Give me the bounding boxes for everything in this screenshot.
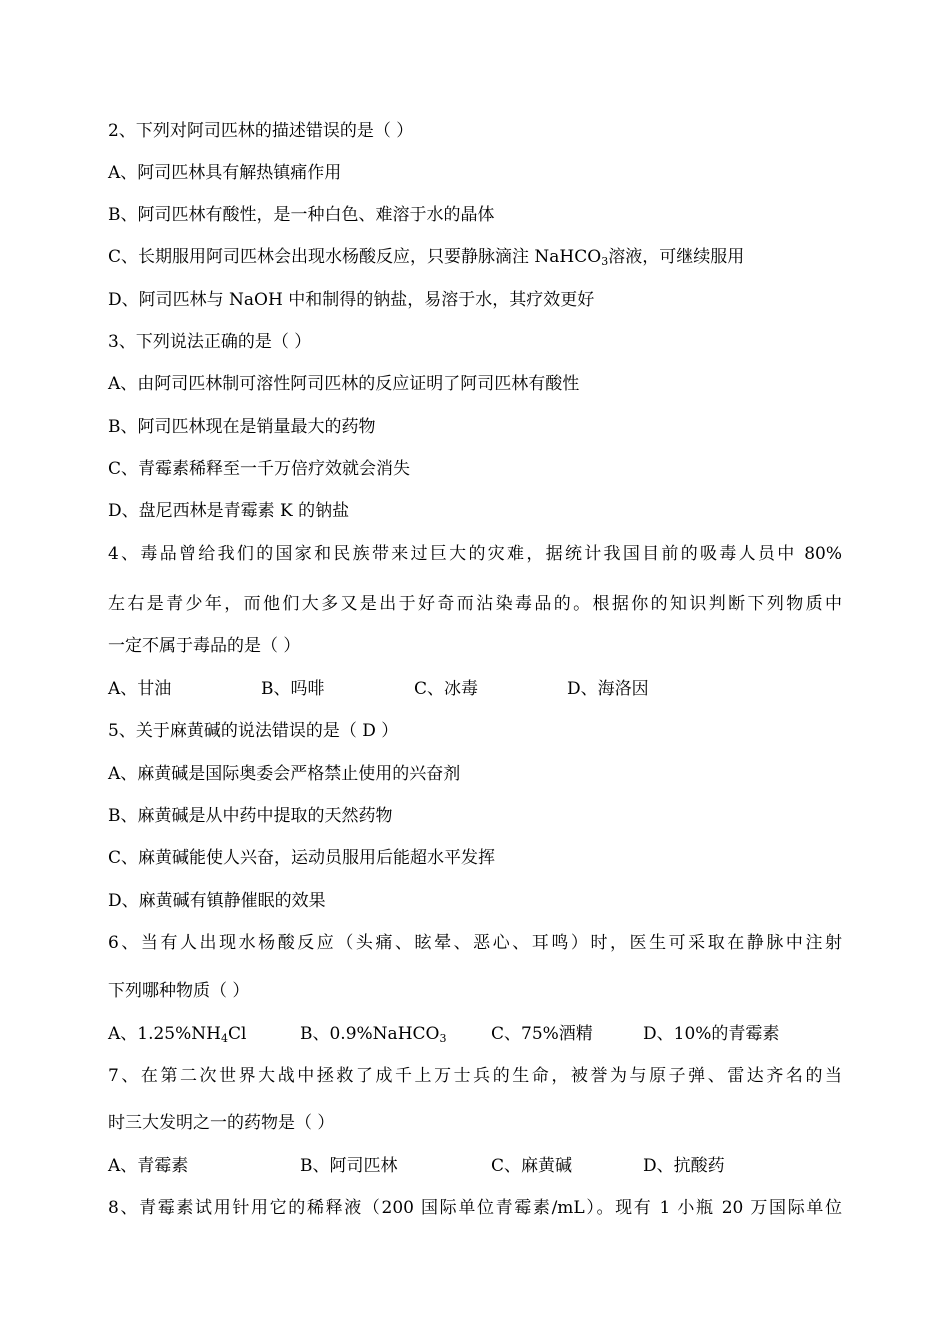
subscript: 3 [601,255,609,268]
question-7-option-d: D、抗酸药 [643,1156,725,1176]
question-3-option-d: D、盘尼西林是青霉素 K 的钠盐 [108,501,350,521]
question-6-stem-line-2: 下列哪种物质（ ） [108,981,250,1001]
question-8-stem-line-1: 8、青霉素试用针用它的稀释液（200 国际单位青霉素/mL）。现有 1 小瓶 20 万国际单位 [108,1198,842,1218]
question-7-option-c: C、麻黄碱 [491,1156,573,1176]
question-5-option-c: C、麻黄碱能使人兴奋，运动员服用后能超水平发挥 [108,848,496,868]
question-5-option-a: A、麻黄碱是国际奥委会严格禁止使用的兴奋剂 [108,764,461,784]
option-text: A、1.25%NH [108,1024,221,1044]
question-4-option-c: C、冰毒 [414,679,479,699]
question-6-stem-line-1: 6、当有人出现水杨酸反应（头痛、眩晕、恶心、耳鸣）时，医生可采取在静脉中注射 [108,933,842,953]
question-6-option-a [108,1022,246,1046]
question-7-option-b: B、阿司匹林 [300,1156,398,1176]
question-2-stem: 2、下列对阿司匹林的描述错误的是（ ） [108,121,414,141]
question-6-option-c: C、75%酒精 [491,1024,593,1044]
question-4-stem-line-3: 一定不属于毒品的是（ ） [108,636,301,656]
subscript: 4 [220,1032,228,1045]
option-text: B、0.9%NaHCO [300,1024,440,1044]
question-5-option-d: D、麻黄碱有镇静催眠的效果 [108,891,326,911]
question-6-option-d: D、10%的青霉素 [643,1024,780,1044]
question-2-option-a: A、阿司匹林具有解热镇痛作用 [108,163,342,183]
question-4-option-b: B、吗啡 [261,679,325,699]
question-7-stem-line-2: 时三大发明之一的药物是（ ） [108,1113,335,1133]
question-7-option-a: A、青霉素 [108,1156,189,1176]
question-2-option-d: D、阿司匹林与 NaOH 中和制得的钠盐，易溶于水，其疗效更好 [108,290,595,310]
question-4-stem-line-2: 左右是青少年，而他们大多又是出于好奇而沾染毒品的。根据你的知识判断下列物质中 [108,594,842,614]
question-5-stem: 5、关于麻黄碱的说法错误的是（ D ） [108,721,399,741]
option-text: Cl [227,1024,247,1044]
question-3-option-a: A、由阿司匹林制可溶性阿司匹林的反应证明了阿司匹林有酸性 [108,374,580,394]
question-6-option-b [300,1022,446,1046]
question-4-stem-line-1: 4、毒品曾给我们的国家和民族带来过巨大的灾难，据统计我国目前的吸毒人员中 80% [108,544,842,564]
option-text: 溶液，可继续服用 [608,247,745,267]
question-2-option-c [108,245,744,269]
question-3-option-b: B、阿司匹林现在是销量最大的药物 [108,417,376,437]
question-4-option-a: A、甘油 [108,679,172,699]
question-5-option-b: B、麻黄碱是从中药中提取的天然药物 [108,806,393,826]
question-3-stem: 3、下列说法正确的是（ ） [108,332,312,352]
subscript: 3 [439,1032,447,1045]
question-4-option-d: D、海洛因 [567,679,649,699]
option-text: C、长期服用阿司匹林会出现水杨酸反应，只要静脉滴注 NaHCO [108,247,602,267]
question-3-option-c: C、青霉素稀释至一千万倍疗效就会消失 [108,459,411,479]
question-2-option-b: B、阿司匹林有酸性，是一种白色、难溶于水的晶体 [108,205,495,225]
question-7-stem-line-1: 7、在第二次世界大战中拯救了成千上万士兵的生命，被誉为与原子弹、雷达齐名的当 [108,1066,842,1086]
